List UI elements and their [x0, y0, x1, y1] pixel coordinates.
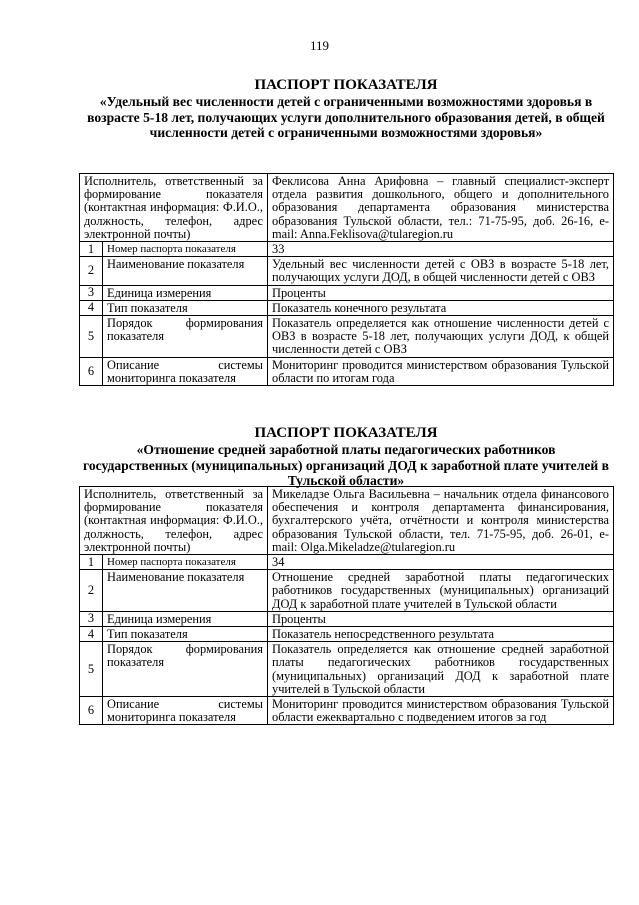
row-label: Наименование показателя [103, 570, 268, 612]
row-label: Порядок формирования показателя [103, 316, 268, 358]
row-value: Отношение средней заработной платы педагогических работников государственных (муниципальных) организаций ДОД к заработной плате учителей в Тульской области [268, 570, 614, 612]
row-value: Показатель непосредственного результата [268, 627, 614, 642]
row-label: Тип показателя [103, 300, 268, 315]
executor-value: Микеладзе Ольга Васильевна – начальник отдела финансового обеспечения и контроля департамента финансирования, бухгалтерского учёта, отчётности и контроля министерства образования Тульской области, тел. 71-75-95, доб. 26-01, e-mail: Olga.Mikeladze@tularegion.ru [268, 487, 614, 555]
row-number: 6 [80, 357, 103, 385]
executor-label: Исполнитель, ответственный за формирование показателя (контактная информация: Ф.И.О., должность, телефон, адрес электронной почты) [80, 487, 268, 555]
row-value: Мониторинг проводится министерством образования Тульской области ежеквартально с подведением итогов за год [268, 697, 614, 725]
executor-label: Исполнитель, ответственный за формирование показателя (контактная информация: Ф.И.О., должность, телефон, адрес электронной почты) [80, 174, 268, 242]
executor-value: Феклисова Анна Арифовна – главный специалист-эксперт отдела развития дошкольного, общего и дополнительного образования департамента образования министерства образования Тульской области, тел.: 71-75-95, доб. 26-16, e-mail: Anna.Feklisova@tularegion.ru [268, 174, 614, 242]
row-number: 4 [80, 300, 103, 315]
row-number: 3 [80, 611, 103, 626]
table-row [80, 285, 614, 300]
row-label: Описание системы мониторинга показателя [103, 697, 268, 725]
row-number: 2 [80, 257, 103, 285]
row-label: Тип показателя [103, 627, 268, 642]
passport-heading [79, 77, 613, 173]
table-row [80, 242, 614, 257]
row-value: Проценты [268, 611, 614, 626]
row-number: 3 [80, 285, 103, 300]
table-row [80, 697, 614, 725]
passport-title: ПАСПОРТ ПОКАЗАТЕЛЯ [254, 77, 438, 93]
table-row [80, 642, 614, 697]
passport-subtitle: «Удельный вес численности детей с ограниченными возможностями здоровья в возрасте 5-18 лет, получающих услуги дополнительного образования детей, в общей численности детей с ограниченными возможностями здоровья» [87, 94, 605, 140]
row-value: Показатель определяется как отношение численности детей с ОВЗ в возрасте 5-18 лет, получающих услуги ДОД, к общей численности детей с ОВЗ [268, 316, 614, 358]
row-label: Единица измерения [103, 611, 268, 626]
row-value: 34 [268, 555, 614, 570]
table-row [80, 627, 614, 642]
table-row [80, 300, 614, 315]
table-row [80, 570, 614, 612]
row-number: 5 [80, 316, 103, 358]
row-label: Единица измерения [103, 285, 268, 300]
row-number: 6 [80, 697, 103, 725]
passport-table [79, 486, 614, 725]
passport-subtitle: «Отношение средней заработной платы педагогических работников государственных (муниципальных) организаций ДОД к заработной плате учителей в Тульской области» [83, 442, 609, 488]
row-number: 1 [80, 555, 103, 570]
row-label: Номер паспорта показателя [103, 242, 268, 257]
row-label: Описание системы мониторинга показателя [103, 357, 268, 385]
row-number: 1 [80, 242, 103, 257]
row-value: Показатель конечного результата [268, 300, 614, 315]
row-value: Проценты [268, 285, 614, 300]
row-label: Номер паспорта показателя [103, 555, 268, 570]
executor-row [80, 174, 614, 242]
indicator-passport-33 [79, 77, 613, 386]
row-number: 2 [80, 570, 103, 612]
passport-table [79, 173, 614, 386]
row-value: Мониторинг проводится министерством образования Тульской области по итогам года [268, 357, 614, 385]
page-number: 119 [309, 38, 330, 53]
row-number: 4 [80, 627, 103, 642]
passport-heading [79, 425, 613, 486]
table-row [80, 611, 614, 626]
executor-row [80, 487, 614, 555]
row-value: 33 [268, 242, 614, 257]
row-value: Удельный вес численности детей с ОВЗ в возрасте 5-18 лет, получающих услуги ДОД, в общей численности детей с ОВЗ [268, 257, 614, 285]
table-row [80, 257, 614, 285]
row-label: Наименование показателя [103, 257, 268, 285]
table-row [80, 316, 614, 358]
table-row [80, 357, 614, 385]
row-label: Порядок формирования показателя [103, 642, 268, 697]
table-row [80, 555, 614, 570]
row-value: Показатель определяется как отношение средней заработной платы педагогических работников государственных (муниципальных) организаций ДОД к заработной плате учителей в Тульской области [268, 642, 614, 697]
passport-title: ПАСПОРТ ПОКАЗАТЕЛЯ [254, 425, 438, 441]
row-number: 5 [80, 642, 103, 697]
indicator-passport-34 [79, 425, 613, 725]
